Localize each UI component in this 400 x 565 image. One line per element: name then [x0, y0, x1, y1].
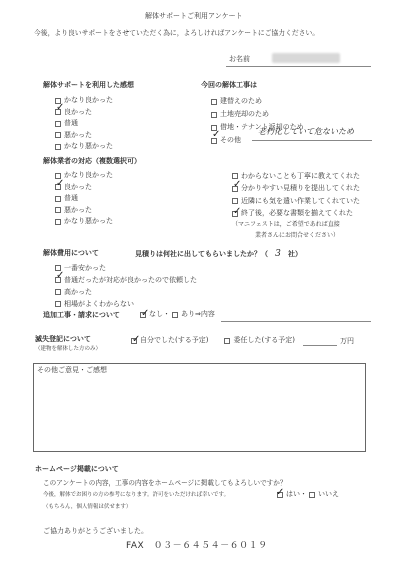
check-mark-icon: ✓: [56, 178, 65, 189]
checkbox[interactable]: [55, 301, 61, 307]
manifest-note-line2: 業者さんにお問合せください）: [255, 232, 340, 239]
survey-intro: 今後，より良いサポートをさせていただく為に，よろしければアンケートにご協力ください。: [34, 29, 320, 37]
q7-line3: （もちろん，個人情報は伏せます）: [43, 504, 132, 510]
name-redacted: [272, 53, 340, 63]
q1-option[interactable]: 悪かった: [55, 130, 113, 142]
q2-option[interactable]: 土地売却のため: [211, 108, 304, 121]
q1-option[interactable]: かなり悪かった: [55, 141, 113, 153]
checkbox[interactable]: [309, 492, 315, 498]
q3-option[interactable]: 悪かった: [55, 205, 113, 217]
checkbox[interactable]: [211, 99, 217, 105]
q2-heading: 今回の解体工事は: [201, 81, 257, 89]
q3-option[interactable]: かなり悪かった: [55, 216, 113, 228]
check-mark-icon: ✓: [132, 334, 141, 345]
name-label: お名前: [229, 55, 250, 63]
check-mark-icon: ✓: [233, 179, 242, 190]
checkbox[interactable]: [224, 338, 230, 344]
q2-option[interactable]: 建替えのため: [211, 95, 304, 108]
q7-line1: このアンケートの内容，工事の内容をホームページに掲載してもよろしいですか？: [43, 479, 287, 487]
q2-option[interactable]: その他: [211, 134, 304, 147]
q2-other-answer: 老朽化していて危ないため: [258, 127, 354, 136]
q4-option[interactable]: 一番安かった: [55, 262, 197, 274]
q3-option[interactable]: 近隣にも気を遣い作業してくれていた: [232, 195, 360, 208]
checkbox[interactable]: [55, 144, 61, 150]
q3-option[interactable]: 終了後，必要な書類を揃えてくれた: [232, 208, 360, 221]
checkbox[interactable]: [172, 312, 178, 318]
q3-heading: 解体業者の対応（複数選択可）: [43, 157, 141, 165]
q3-option[interactable]: かなり良かった: [55, 170, 113, 182]
q6-sub: （建物を解体した方のみ）: [35, 346, 102, 352]
checkbox[interactable]: [55, 207, 61, 213]
checkbox[interactable]: [232, 198, 238, 204]
q7-options: はい・ いいえ: [277, 491, 339, 498]
q5-content-underline: [221, 321, 371, 322]
check-mark-icon: ✓: [233, 206, 242, 217]
check-mark-icon: ✓: [56, 102, 65, 113]
q5-options: なし・ あり⇒内容: [140, 311, 215, 318]
fax-number: FAX ０３－６４５４－６０１９: [126, 541, 268, 551]
comment-label: その他ご意見・ご感想: [37, 366, 107, 374]
q6-options: 自分でした(する予定) 委任した(する予定): [131, 337, 295, 344]
q4-options: [55, 262, 197, 310]
q7-line2: 今後，解体でお困りの方の参考になります。許可をいただければ幸いです。: [43, 492, 230, 498]
checkbox[interactable]: [55, 219, 61, 225]
q2-option[interactable]: 借地・テナント返却のため: [211, 121, 304, 134]
checkbox[interactable]: [55, 289, 61, 295]
check-mark-icon: ✓: [276, 487, 285, 498]
q1-option[interactable]: 普通: [55, 118, 113, 130]
comment-box[interactable]: [33, 363, 366, 452]
q3-option[interactable]: 良かった: [55, 182, 113, 194]
check-mark-icon: ✓: [212, 129, 221, 140]
survey-title: 解体サポートご利用アンケート: [145, 12, 243, 20]
q2-other-underline: [252, 140, 372, 141]
q4-heading: 解体費用について: [43, 249, 99, 257]
q1-option[interactable]: 良かった: [55, 107, 113, 119]
q3-option[interactable]: 普通: [55, 193, 113, 205]
q6-heading: 滅失登記について: [35, 335, 91, 343]
q6-yen-label: 万円: [340, 337, 354, 345]
checkbox[interactable]: [211, 112, 217, 118]
checkbox[interactable]: [55, 132, 61, 138]
q5-heading: 追加工事・請求について: [43, 311, 120, 319]
q4-option[interactable]: 相場がよくわからない: [55, 298, 197, 310]
check-mark-icon: ✓: [141, 308, 150, 319]
check-mark-icon: ✓: [56, 270, 65, 281]
checkbox[interactable]: [55, 121, 61, 127]
q3-option[interactable]: わからないことも丁寧に教えてくれた: [232, 170, 360, 183]
q6-amount-underline: [303, 345, 337, 346]
q1-heading: 解体サポートを利用した感想: [43, 81, 134, 89]
q4-quote-question: 見積りは何社に出してもらいましたか？（ 3 社）: [135, 249, 302, 259]
q4-quote-answer: 3: [275, 249, 281, 259]
name-underline: [226, 66, 371, 67]
manifest-note-line1: （マニフェストは，ご希望であれば直接: [232, 221, 340, 228]
q3-right-options: [232, 170, 360, 220]
thanks-text: ご協力ありがとうございました。: [43, 527, 148, 535]
q1-option[interactable]: かなり良かった: [55, 95, 113, 107]
q3-option[interactable]: 分かりやすい見積りを提出してくれた: [232, 183, 360, 196]
q4-option[interactable]: 高かった: [55, 286, 197, 298]
q7-heading: ホームページ掲載について: [35, 465, 119, 473]
checkbox[interactable]: [55, 196, 61, 202]
q4-option[interactable]: 普通だったが対応が良かったので依頼した: [55, 274, 197, 286]
